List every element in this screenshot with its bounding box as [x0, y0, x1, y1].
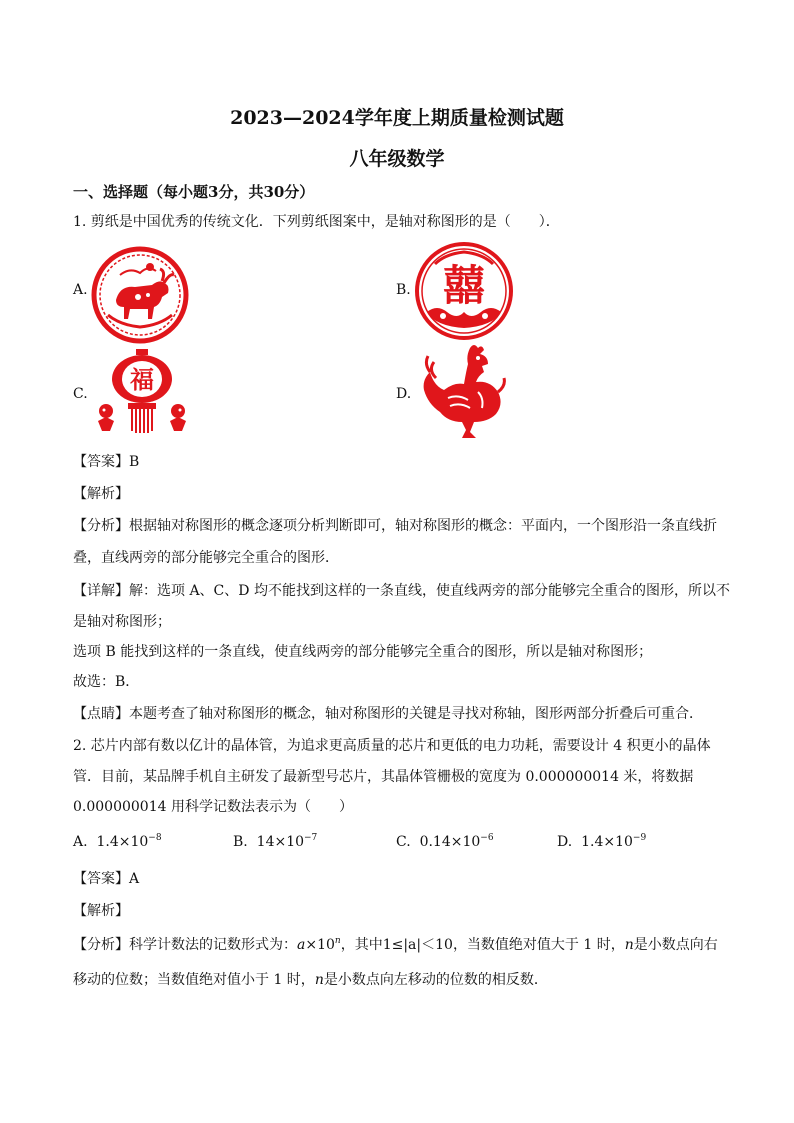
q1-analysis-tag: 【解析】 — [73, 486, 129, 502]
fu-glyph: 福 — [130, 366, 154, 394]
q1-detail-line-1: 【详解】解：选项 A、C、D 均不能找到这样的一条直线，使直线两旁的部分能够完全重合的图形，所以不 — [73, 583, 730, 599]
q2-option-a: A. $1.4\times 10^{-8}$ — [73, 833, 162, 850]
q1-detail-line-4: 故选：B． — [73, 674, 140, 690]
double-happiness-glyph: 囍 — [442, 261, 486, 310]
q2-stem-line-3: 0.000000014 用科学记数法表示为（ ） — [73, 799, 353, 815]
question-1-stem: 1. 剪纸是中国优秀的传统文化．下列剪纸图案中，是轴对称图形的是（ ）． — [73, 214, 560, 230]
q2-answer: 【答案】A — [73, 871, 140, 887]
q2-option-c: C. $0.14\times 10^{-6}$ — [396, 833, 494, 850]
q1-analysis-line-2: 叠，直线两旁的部分能够完全重合的图形． — [73, 550, 339, 566]
q1-analysis-line-1: 【分析】根据轴对称图形的概念逐项分析判断即可，轴对称图形的概念：平面内，一个图形沿一条直线折 — [73, 518, 717, 534]
document-subtitle: 八年级数学 — [349, 148, 445, 170]
section-heading: 一、选择题（每小题3分，共30分） — [73, 183, 315, 201]
q2-analysis-line-1: 【分析】科学计数法的记数形式为：$a\times 10^n$，其中1≤|a|＜10，当数值绝对值大于 1 时，n是小数点向右 — [73, 936, 718, 953]
ox-papercut-icon — [90, 245, 190, 345]
q1-option-a-label: A. — [73, 282, 88, 298]
q1-option-c-label: C. — [73, 386, 88, 402]
document-title: 2023—2024学年度上期质量检测试题 — [230, 107, 564, 129]
q1-comment: 【点睛】本题考查了轴对称图形的概念，轴对称图形的关键是寻找对称轴，图形两部分折叠后可重合． — [73, 706, 703, 722]
rooster-papercut-icon — [418, 342, 508, 442]
q2-option-d: D. $1.4\times 10^{-9}$ — [557, 833, 647, 850]
q2-analysis-tag: 【解析】 — [73, 903, 129, 919]
q1-answer: 【答案】B — [73, 454, 140, 470]
fu-lantern-papercut-icon — [92, 347, 192, 437]
q1-detail-line-3: 选项 B 能找到这样的一条直线，使直线两旁的部分能够完全重合的图形，所以是轴对称图形； — [73, 644, 653, 660]
q2-option-b: B. $14\times 10^{-7}$ — [233, 833, 318, 850]
q2-stem-line-1: 2. 芯片内部有数以亿计的晶体管，为追求更高质量的芯片和更低的电力功耗，需要设计 4 积更小的晶体 — [73, 738, 711, 754]
q1-option-b-label: B. — [396, 282, 411, 298]
q1-detail-line-2: 是轴对称图形； — [73, 614, 171, 630]
double-happiness-papercut-icon — [413, 240, 515, 342]
q2-analysis-line-2: 移动的位数；当数值绝对值小于 1 时，n是小数点向左移动的位数的相反数． — [73, 972, 548, 988]
q2-stem-line-2: 管．目前，某品牌手机自主研发了最新型号芯片，其晶体管栅极的宽度为 0.000000014 米，将数据 — [73, 769, 694, 785]
q1-option-d-label: D. — [396, 386, 412, 402]
